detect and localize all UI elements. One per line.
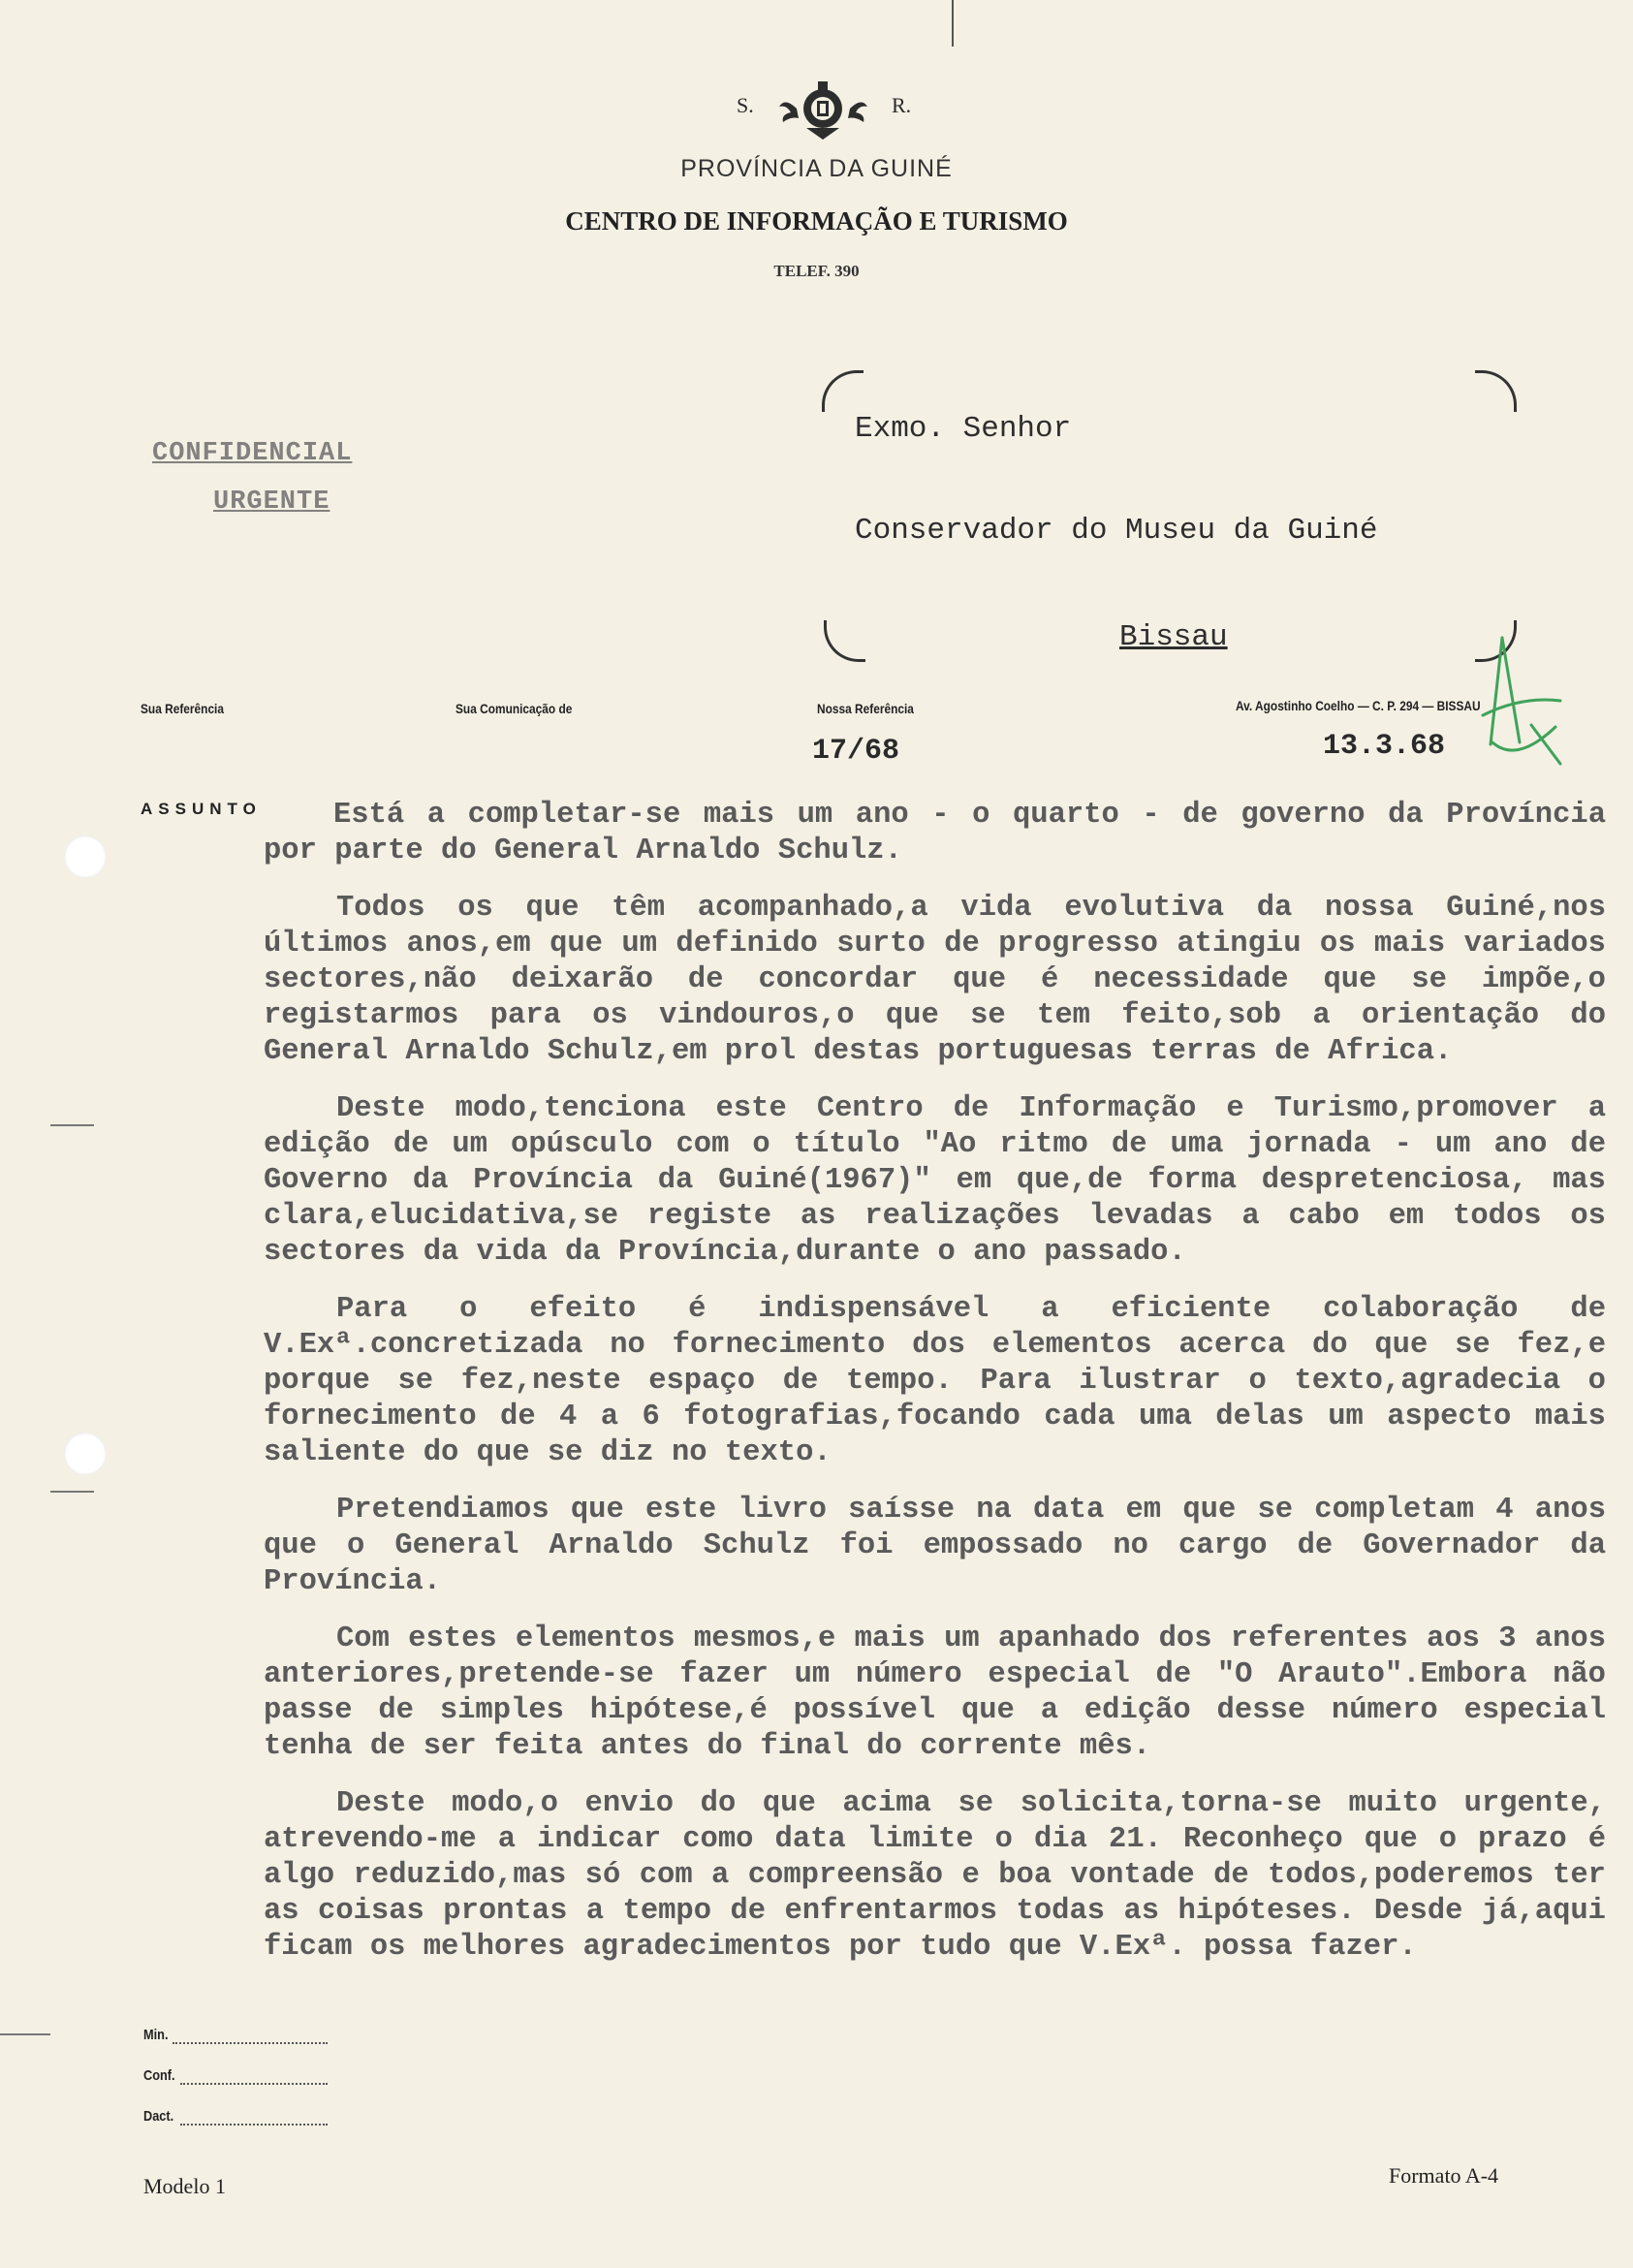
recipient-title: Conservador do Museu da Guiné	[855, 514, 1378, 548]
paragraph-1: Está a completar-se mais um ano - o quarto - de governo da Província por parte do General Arnaldo Schulz.	[264, 799, 1606, 867]
edge-mark	[50, 1124, 94, 1126]
paragraph-4: Para o efeito é indispensável a eficiente colaboração de V.Exª.concretizada no fornecimento dos elementos acerca do que se fez,e porque se fez,neste espaço de tempo. Para ilustrar o texto,agradecia o fornecimento de 4 a 6 fotografias,focando cada uma delas um aspecto mais saliente do que se diz no texto.	[264, 1293, 1606, 1469]
conf-dotted-line	[180, 2083, 328, 2085]
crest-row	[717, 79, 950, 138]
corner-top-right	[1475, 370, 1517, 412]
telephone: TELEF. 390	[773, 262, 860, 280]
coat-of-arms-icon	[777, 79, 869, 140]
corner-top-left	[822, 370, 864, 412]
model-label: Modelo 1	[143, 2174, 226, 2198]
your-reference-label: Sua Referência	[141, 701, 224, 716]
corner-bottom-left	[824, 620, 865, 662]
green-initials-mark	[1463, 628, 1570, 773]
subject-label: ASSUNTO	[141, 800, 262, 818]
min-label: Min.	[143, 2027, 169, 2043]
letter-body	[264, 798, 1606, 1987]
punch-hole	[64, 835, 107, 878]
edge-mark	[0, 2033, 50, 2035]
fold-mark-top	[952, 0, 954, 47]
left-initial: S.	[737, 93, 754, 117]
paragraph-7: Deste modo,o envio do que acima se solicita,torna-se muito urgente, atrevendo-me a indicar como data limite o dia 21. Reconheço que o prazo é algo reduzido,mas só com a compreensão e boa vontade de todos,poderemos ter as coisas prontas a tempo de enfrentarmos todas as hipóteses. Desde já,aqui ficam os melhores agradecimentos por tudo que V.Exª. possa fazer.	[264, 1787, 1606, 1964]
right-initial: R.	[892, 93, 912, 117]
centre-name: CENTRO DE INFORMAÇÃO E TURISMO	[565, 206, 1068, 236]
dact-label: Dact.	[143, 2108, 174, 2125]
punch-hole	[64, 1433, 107, 1475]
paragraph-3: Deste modo,tenciona este Centro de Informação e Turismo,promover a edição de um opúsculo com o título "Ao ritmo de uma jornada - um ano de Governo da Província da Guiné(1967)" em que,de forma despretenciosa, mas clara,elucidativa,se registe as realizações levadas a cabo em todos os sectores da vida da Província,durante o ano passado.	[264, 1092, 1606, 1269]
your-communication-label: Sua Comunicação de	[455, 701, 573, 716]
recipient-salutation: Exmo. Senhor	[855, 412, 1072, 446]
paragraph-6: Com estes elementos mesmos,e mais um apanhado dos referentes aos 3 anos anteriores,pretende-se fazer um número especial de "O Arauto".Embora não passe de simples hipótese,é possível que a edição desse número especial tenha de ser feita antes do final do corrente mês.	[264, 1622, 1606, 1763]
conf-label: Conf.	[143, 2067, 175, 2084]
dact-dotted-line	[180, 2124, 328, 2126]
format-label: Formato A-4	[1389, 2163, 1499, 2188]
edge-mark	[50, 1491, 94, 1493]
paragraph-5: Pretendiamos que este livro saísse na data em que se completam 4 anos que o General Arnaldo Schulz foi empossado no cargo de Governador da Província.	[264, 1494, 1606, 1598]
date-value: 13.3.68	[1323, 730, 1446, 763]
confidential-stamp: CONFIDENCIAL	[152, 439, 353, 468]
min-dotted-line	[173, 2042, 328, 2044]
recipient-city: Bissau	[1119, 620, 1228, 654]
our-reference-label: Nossa Referência	[817, 701, 914, 716]
province-name: PROVÍNCIA DA GUINÉ	[680, 155, 953, 182]
paragraph-2: Todos os que têm acompanhado,a vida evolutiva da nossa Guiné,nos últimos anos,em que um definido surto de progresso atingiu os mais variados sectores,não deixarão de concordar que é necessidade que se impõe,o registarmos para os vindouros,o que se tem feito,sob a orientação do General Arnaldo Schulz,em prol destas portuguesas terras de Africa.	[264, 892, 1606, 1068]
urgent-stamp: URGENTE	[213, 488, 330, 517]
our-reference-value: 17/68	[812, 735, 900, 768]
address-label: Av. Agostinho Coelho — C. P. 294 — BISSAU	[1236, 698, 1481, 713]
